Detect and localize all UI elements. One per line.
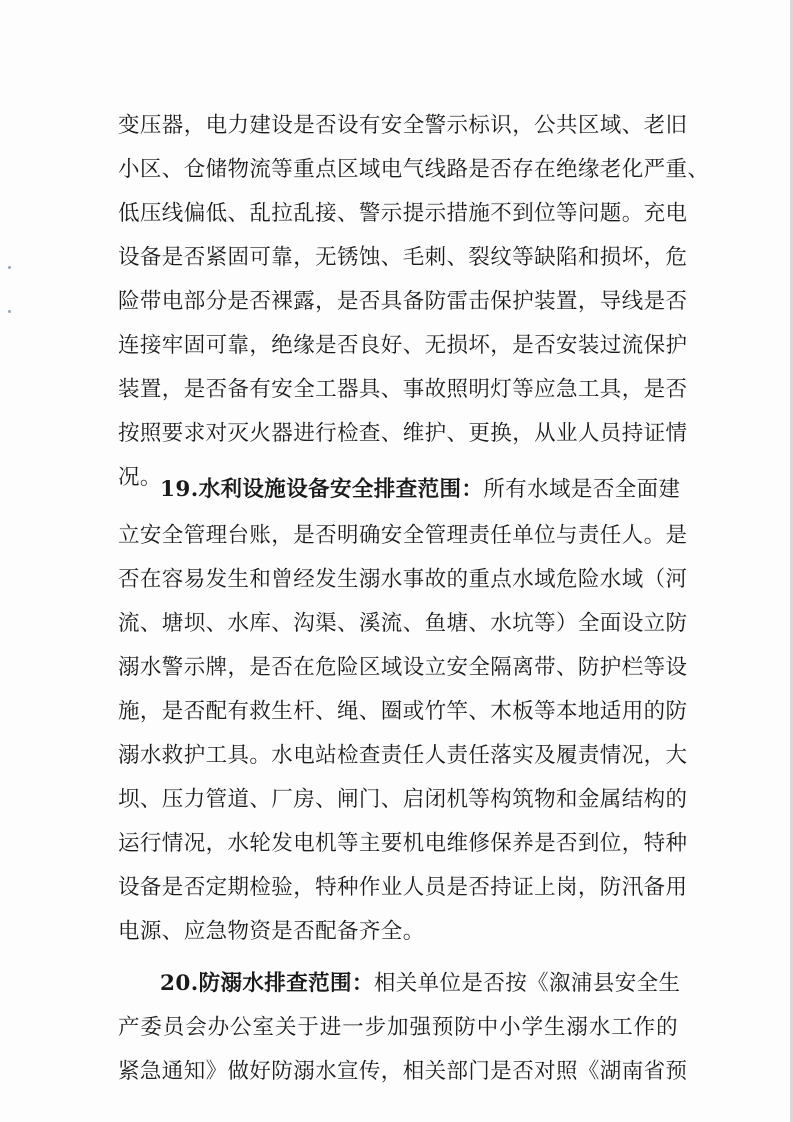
section-19-first-line (160, 470, 681, 510)
body-line: 按照要求对灭火器进行检查、维护、更换，从业人员持证情 (118, 421, 688, 446)
body-line: 立安全管理台账，是否明确安全管理责任单位与责任人。是 (118, 523, 688, 548)
section-19-text: 所有水域是否全面建 (483, 477, 681, 502)
section-19-heading: 19.水利设施设备安全排查范围： (160, 477, 484, 502)
body-line: 电源、应急物资是否配备齐全。 (118, 919, 425, 944)
body-line: 否在容易发生和曾经发生溺水事故的重点水域危险水域（河 (118, 567, 688, 592)
body-line: 流、塘坝、水库、沟渠、溪流、鱼塘、水坑等）全面设立防 (118, 611, 688, 636)
section-20-heading: 20.防溺水排查范围： (160, 971, 374, 996)
body-line: 小区、仓储物流等重点区域电气线路是否存在绝缘老化严重、 (118, 157, 710, 182)
scan-speck (8, 310, 11, 313)
body-line: 紧急通知》做好防溺水宣传，相关部门是否对照《湖南省预 (118, 1059, 688, 1084)
body-line: 变压器，电力建设是否设有安全警示标识，公共区域、老旧 (118, 113, 688, 138)
body-line: 装置，是否备有安全工器具、事故照明灯等应急工具，是否 (118, 377, 688, 402)
body-line: 溺水警示牌，是否在危险区域设立安全隔离带、防护栏等设 (118, 655, 688, 680)
body-line: 险带电部分是否裸露，是否具备防雷击保护装置，导线是否 (118, 289, 688, 314)
section-20-first-line (160, 964, 681, 1004)
section-20-text: 相关单位是否按《溆浦县安全生 (373, 971, 681, 996)
body-line: 运行情况，水轮发电机等主要机电维修保养是否到位，特种 (118, 831, 688, 856)
scan-speck (8, 266, 11, 269)
body-line: 低压线偏低、乱拉乱接、警示提示措施不到位等问题。充电 (118, 201, 688, 226)
body-line: 连接牢固可靠，绝缘是否良好、无损坏，是否安装过流保护 (118, 333, 688, 358)
body-line: 坝、压力管道、厂房、闸门、启闭机等构筑物和金属结构的 (118, 787, 688, 812)
body-line: 设备是否紧固可靠，无锈蚀、毛刺、裂纹等缺陷和损坏，危 (118, 245, 688, 270)
body-line: 施，是否配有救生杆、绳、圈或竹竿、木板等本地适用的防 (118, 699, 688, 724)
body-line: 况。 (118, 465, 162, 490)
body-line: 设备是否定期检验，特种作业人员是否持证上岗，防汛备用 (118, 875, 688, 900)
body-line: 产委员会办公室关于进一步加强预防中小学生溺水工作的 (118, 1015, 678, 1040)
body-line: 溺水救护工具。水电站检查责任人责任落实及履责情况，大 (118, 743, 688, 768)
